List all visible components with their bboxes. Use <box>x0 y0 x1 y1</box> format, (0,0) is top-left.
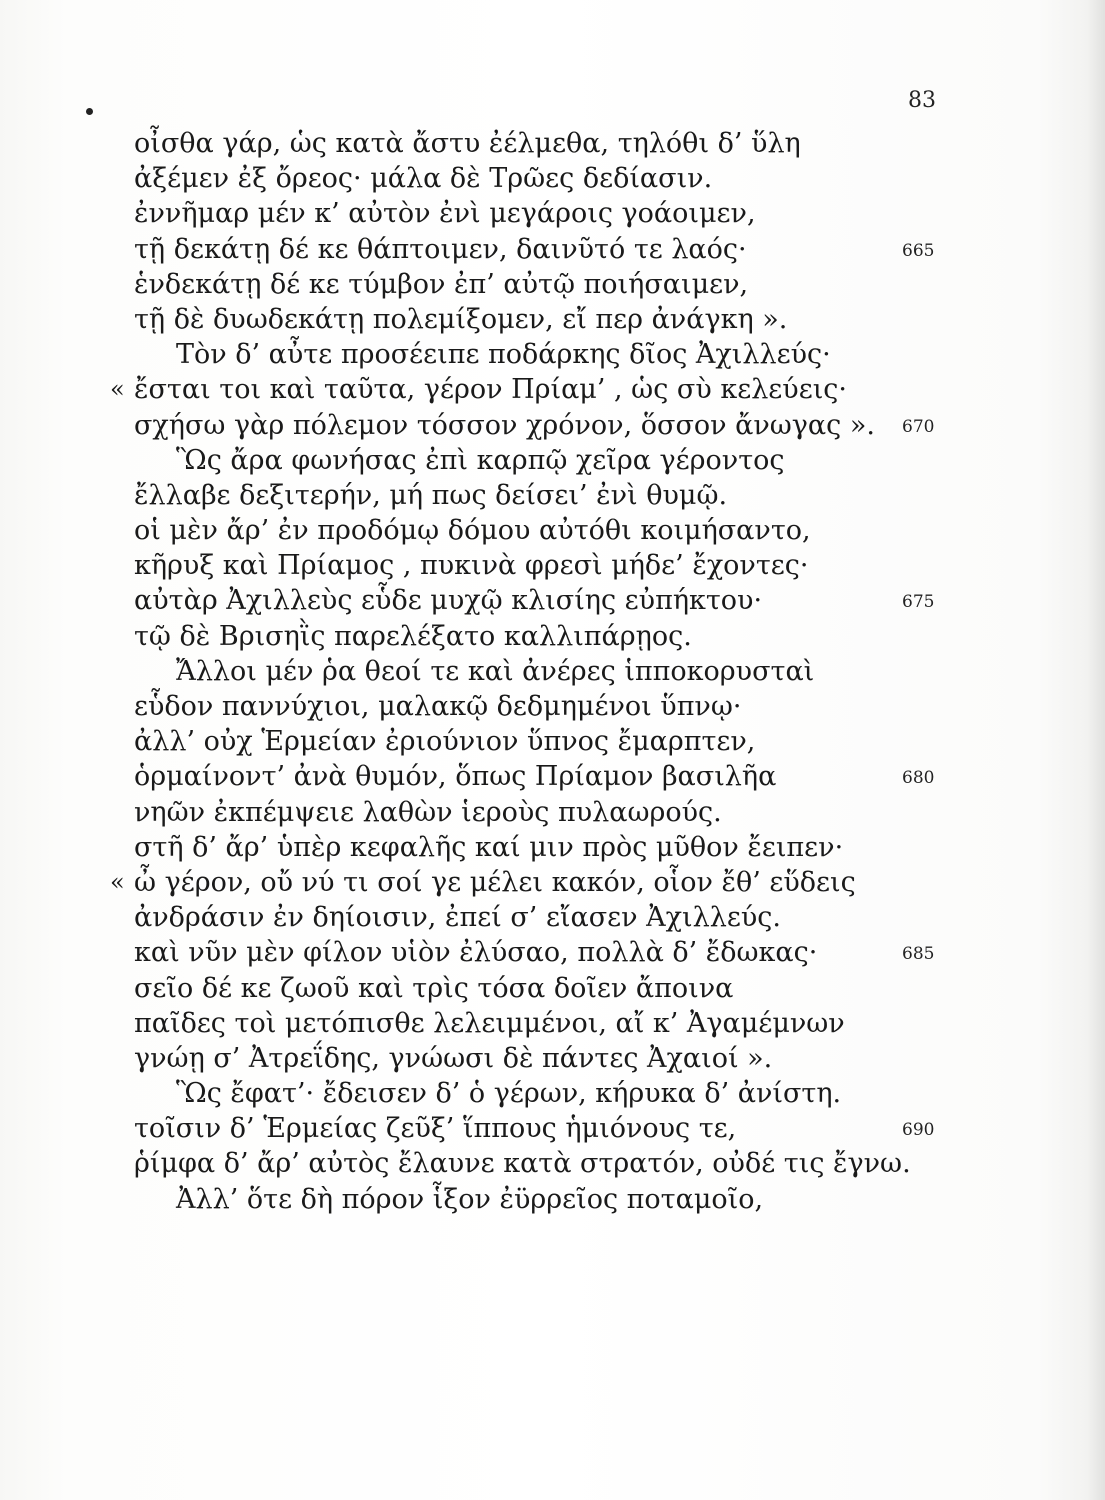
verse-line <box>110 1076 990 1111</box>
verse-line <box>110 232 990 267</box>
verse-line <box>110 865 990 900</box>
verse-line <box>110 1182 990 1217</box>
verse-line <box>110 513 990 548</box>
margin-dot <box>86 108 93 115</box>
page-number: 83 <box>908 88 936 113</box>
line-number: 675 <box>902 592 935 613</box>
poem-verses <box>110 126 990 1217</box>
opening-quote-mark: « <box>110 375 125 404</box>
verse-text: ἑνδεκάτῃ δέ κε τύμβον ἐπ’ αὐτῷ ποιήσαιμεν, <box>134 268 749 300</box>
verse-line <box>110 1111 990 1146</box>
verse-text: γνώῃ σ’ Ἀτρεΐδης, γνώωσι δὲ πάντες Ἀχαιοί ». <box>134 1042 773 1074</box>
verse-line <box>110 830 990 865</box>
verse-line <box>110 654 990 689</box>
verse-text: ἔλλαβε δεξιτερήν, μή πως δείσει’ ἐνὶ θυμῷ. <box>134 479 728 511</box>
verse-text: παῖδες τοὶ μετόπισθε λελειμμένοι, αἴ κ’ Ἀγαμέμνων <box>134 1007 845 1039</box>
verse-text: Ὣς ἄρα φωνήσας ἐπὶ καρπῷ χεῖρα γέροντος <box>176 444 785 476</box>
verse-line <box>110 126 990 161</box>
verse-line <box>110 372 990 407</box>
verse-line <box>110 1146 990 1181</box>
verse-line <box>110 443 990 478</box>
verse-text: ὦ γέρον, οὔ νύ τι σοί γε μέλει κακόν, οἷον ἔθ’ εὕδεις <box>134 866 856 898</box>
verse-line <box>110 267 990 302</box>
verse-text: νηῶν ἐκπέμψειε λαθὼν ἱεροὺς πυλαωρούς. <box>134 796 722 828</box>
verse-line <box>110 337 990 372</box>
verse-text: οἱ μὲν ἄρ’ ἐν προδόμῳ δόμου αὐτόθι κοιμήσαντο, <box>134 515 811 547</box>
verse-text: τῇ δὲ δυωδεκάτῃ πολεμίξομεν, εἴ περ ἀνάγκη ». <box>134 303 788 335</box>
verse-text: ἔσται τοι καὶ ταῦτα, γέρον Πρίαμ’ , ὡς σὺ κελεύεις· <box>134 374 847 406</box>
verse-text: καὶ νῦν μὲν φίλον υἱὸν ἐλύσαο, πολλὰ δ’ ἔδωκας· <box>134 937 818 969</box>
opening-quote-mark: « <box>110 867 125 896</box>
verse-line <box>110 759 990 794</box>
verse-text: οἶσθα γάρ, ὡς κατὰ ἄστυ ἐέλμεθα, τηλόθι δ’ ὕλη <box>134 128 801 159</box>
verse-text: ἀξέμεν ἐξ ὄρεος· μάλα δὲ Τρῶες δεδίασιν. <box>134 163 713 195</box>
verse-line <box>110 1006 990 1041</box>
verse-text: στῆ δ’ ἄρ’ ὑπὲρ κεφαλῆς καί μιν πρὸς μῦθον ἔειπεν· <box>134 831 844 863</box>
verse-text: Ἄλλοι μέν ῥα θεοί τε καὶ ἀνέρες ἱπποκορυσταὶ <box>176 655 815 687</box>
verse-line <box>110 408 990 443</box>
verse-text: Ὣς ἔφατ’· ἔδεισεν δ’ ὁ γέρων, κήρυκα δ’ ἀνίστη. <box>176 1078 842 1110</box>
line-number: 665 <box>902 240 935 261</box>
verse-text: ὁρμαίνοντ’ ἀνὰ θυμόν, ὅπως Πρίαμον βασιλῆα <box>134 761 777 793</box>
verse-text: σχήσω γὰρ πόλεμον τόσσον χρόνον, ὅσσον ἄνωγας ». <box>134 409 875 441</box>
verse-text: ἐννῆμαρ μέν κ’ αὐτὸν ἐνὶ μεγάροις γοάοιμεν, <box>134 198 756 230</box>
verse-line <box>110 971 990 1006</box>
verse-line <box>110 583 990 618</box>
verse-line <box>110 478 990 513</box>
verse-line <box>110 196 990 231</box>
verse-text: σεῖο δέ κε ζωοῦ καὶ τρὶς τόσα δοῖεν ἄποινα <box>134 972 734 1004</box>
verse-text: τῷ δὲ Βρισηῒς παρελέξατο καλλιπάρῃος. <box>134 620 692 652</box>
verse-line <box>110 795 990 830</box>
verse-text: εὗδον παννύχιοι, μαλακῷ δεδμημένοι ὕπνῳ· <box>134 691 742 722</box>
verse-text: τοῖσιν δ’ Ἑρμείας ζεῦξ’ ἵππους ἡμιόνους τε, <box>134 1113 737 1145</box>
verse-text: κῆρυξ καὶ Πρίαμος , πυκινὰ φρεσὶ μήδε’ ἔχοντες· <box>134 550 809 582</box>
verse-line <box>110 689 990 724</box>
verse-line <box>110 161 990 196</box>
verse-line <box>110 302 990 337</box>
verse-text: ἀλλ’ οὐχ Ἑρμείαν ἐριούνιον ὕπνος ἔμαρπτεν, <box>134 726 756 758</box>
line-number: 680 <box>902 768 935 789</box>
verse-line <box>110 1041 990 1076</box>
verse-text: ῥίμφα δ’ ἄρ’ αὐτὸς ἔλαυνε κατὰ στρατόν, οὐδέ τις ἔγνω. <box>134 1148 911 1180</box>
verse-line <box>110 619 990 654</box>
verse-text: ἀνδράσιν ἐν δηίοισιν, ἐπεί σ’ εἴασεν Ἀχιλλεύς. <box>134 902 781 934</box>
verse-text: τῇ δεκάτῃ δέ κε θάπτοιμεν, δαινῦτό τε λαός· <box>134 233 747 265</box>
line-number: 670 <box>902 416 935 437</box>
verse-text: Ἀλλ’ ὅτε δὴ πόρον ἷξον ἐϋρρεῖος ποταμοῖο, <box>176 1183 764 1215</box>
verse-text: Τὸν δ’ αὖτε προσέειπε ποδάρκης δῖος Ἀχιλλεύς· <box>176 339 831 371</box>
verse-line <box>110 548 990 583</box>
line-number: 690 <box>902 1120 935 1141</box>
verse-text: αὐτὰρ Ἀχιλλεὺς εὗδε μυχῷ κλισίης εὐπήκτου· <box>134 585 763 617</box>
verse-line <box>110 900 990 935</box>
page-edge-shadow <box>1087 0 1105 1500</box>
verse-line <box>110 935 990 970</box>
verse-line <box>110 724 990 759</box>
line-number: 685 <box>902 944 935 965</box>
